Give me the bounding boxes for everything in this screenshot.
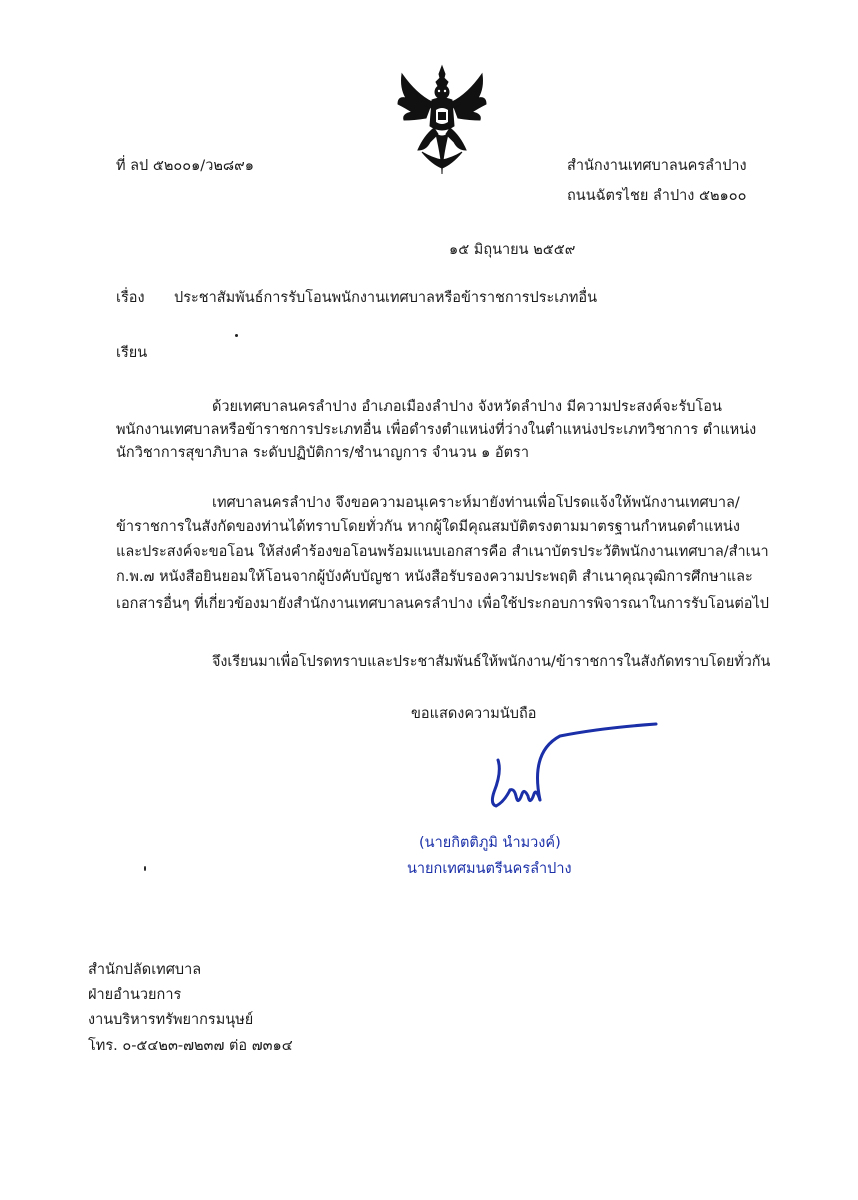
office-address: ถนนฉัตรไชย ลำปาง ๕๒๑๐๐ xyxy=(567,188,747,204)
reference-number: ที่ ลป ๕๒๐๐๑/ว๒๘๙๑ xyxy=(116,158,254,174)
paragraph2-line5: เอกสารอื่นๆ ที่เกี่ยวข้องมายังสำนักงานเทศบาลนครลำปาง เพื่อใช้ประกอบการพิจารณาในการรับโอนต่อไป xyxy=(116,596,770,612)
paragraph2-line2: ข้าราชการในสังกัดของท่านได้ทราบโดยทั่วกัน หากผู้ใดมีคุณสมบัติตรงตามมาตรฐานกำหนดตำแหน่ง xyxy=(116,519,740,535)
subject-label: เรื่อง xyxy=(116,290,145,306)
footer-unit: งานบริหารทรัพยากรมนุษย์ xyxy=(88,1012,254,1028)
salutation-label: เรียน xyxy=(116,345,148,361)
paragraph1-line1: ด้วยเทศบาลนครลำปาง อำเภอเมืองลำปาง จังหวัดลำปาง มีความประสงค์จะรับโอน xyxy=(212,399,722,415)
scan-speck xyxy=(144,866,146,871)
paragraph2-line3: และประสงค์จะขอโอน ให้ส่งคำร้องขอโอนพร้อมแนบเอกสารคือ สำเนาบัตรประวัติพนักงานเทศบาล/สำเนา xyxy=(116,544,769,560)
paragraph1-line2: พนักงานเทศบาลหรือข้าราชการประเภทอื่น เพื่อดำรงตำแหน่งที่ว่างในตำแหน่งประเภทวิชาการ ตำแหน่ง xyxy=(116,422,757,438)
subject-text: ประชาสัมพันธ์การรับโอนพนักงานเทศบาลหรือข้าราชการประเภทอื่น xyxy=(174,290,597,306)
signer-title: นายกเทศมนตรีนครลำปาง xyxy=(407,861,572,877)
paragraph1-line3: นักวิชาการสุขาภิบาล ระดับปฏิบัติการ/ชำนาญการ จำนวน ๑ อัตรา xyxy=(116,445,529,461)
footer-phone: โทร. ๐-๕๔๒๓-๗๒๓๗ ต่อ ๗๓๑๔ xyxy=(88,1038,293,1054)
footer-section: ฝ่ายอำนวยการ xyxy=(88,987,182,1003)
letter-date: ๑๕ มิถุนายน ๒๕๕๙ xyxy=(449,242,576,258)
footer-division: สำนักปลัดเทศบาล xyxy=(88,962,202,978)
paragraph2-line4: ก.พ.๗ หนังสือยินยอมให้โอนจากผู้บังคับบัญชา หนังสือรับรองความประพฤติ สำเนาคุณวุฒิการศึกษาและ xyxy=(116,569,753,585)
garuda-emblem-icon xyxy=(396,64,488,176)
closing-text: ขอแสดงความนับถือ xyxy=(411,706,537,722)
scan-speck xyxy=(235,334,238,337)
office-name: สำนักงานเทศบาลนครลำปาง xyxy=(567,158,747,174)
paragraph3: จึงเรียนมาเพื่อโปรดทราบและประชาสัมพันธ์ให้พนักงาน/ข้าราชการในสังกัดทราบโดยทั่วกัน xyxy=(212,654,771,670)
handwritten-signature xyxy=(470,722,660,822)
paragraph2-line1: เทศบาลนครลำปาง จึงขอความอนุเคราะห์มายังท่านเพื่อโปรดแจ้งให้พนักงานเทศบาล/ xyxy=(212,495,740,511)
signer-name: (นายกิตติภูมิ นำมวงค์) xyxy=(419,835,561,851)
